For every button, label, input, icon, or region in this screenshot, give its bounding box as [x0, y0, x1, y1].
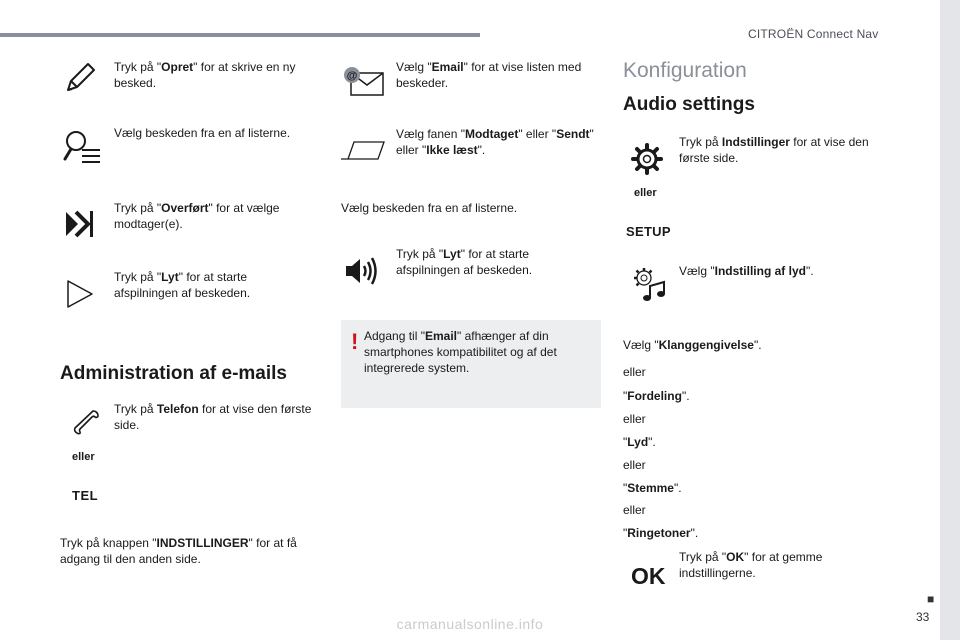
or-label: eller: [72, 451, 95, 463]
play-icon: [64, 278, 96, 310]
page-number: 33: [916, 610, 930, 624]
step-select-tab: Vælg fanen "Modtaget" eller "Sendt" eller "Ikke læst".: [396, 127, 594, 157]
ok-button-label: OK: [631, 563, 666, 589]
or-label-2: eller: [634, 187, 657, 199]
step-choose-message: Vælg beskeden fra en af listerne.: [114, 126, 291, 140]
step-save: Tryk på "OK" for at gemme indstillingerne.: [679, 550, 823, 580]
step-audio-settings: Vælg "Indstilling af lyd".: [679, 264, 814, 278]
or-label-6: eller: [623, 503, 646, 517]
step-phone: Tryk på Telefon for at vise den første side.: [114, 402, 312, 432]
phone-icon: [72, 408, 100, 436]
or-label-5: eller: [623, 458, 646, 472]
side-strip: [940, 0, 960, 640]
email-icon: [341, 63, 385, 99]
forward-icon: [62, 208, 96, 240]
option-voice: "Stemme".: [623, 481, 682, 495]
header-brand: CITROËN Connect Nav: [748, 27, 879, 41]
section-title: Konfiguration: [623, 59, 747, 82]
or-label-3: eller: [623, 365, 646, 379]
option-ringtones: "Ringetoner".: [623, 526, 699, 540]
gear-music-icon: [632, 266, 666, 304]
step-choose-message-2: Vælg beskeden fra en af listerne.: [341, 201, 518, 215]
header-bar: [0, 33, 480, 37]
step-open-settings: Tryk på Indstillinger for at vise den første side.: [679, 135, 869, 165]
or-label-4: eller: [623, 412, 646, 426]
step-settings: Tryk på knappen "INDSTILLINGER" for at få adgang til den anden side.: [60, 536, 297, 566]
search-list-icon: [60, 128, 102, 168]
warning-icon: !: [351, 329, 359, 354]
pencil-icon: [62, 60, 98, 96]
gear-icon: [631, 143, 663, 175]
tel-button-label: TEL: [72, 488, 99, 503]
tab-icon: [340, 140, 386, 160]
step-create-message: Tryk på "Opret" for at skrive en ny besked.: [114, 60, 296, 90]
step-select-email: Vælg "Email" for at vise listen med beskeder.: [396, 60, 582, 90]
option-sound: "Lyd".: [623, 435, 656, 449]
note-text: Adgang til "Email" afhænger af din smartphones kompatibilitet og af det integrerede system.: [364, 329, 557, 375]
step-forward: Tryk på "Overført" for at vælge modtager(e).: [114, 201, 280, 231]
section-heading-email: Administration af e-mails: [60, 363, 287, 384]
speaker-icon: [344, 256, 380, 286]
step-sound-rendering: Vælg "Klanggengivelse".: [623, 338, 762, 352]
watermark: carmanualsonline.info: [396, 616, 544, 632]
section-subtitle: Audio settings: [623, 94, 755, 115]
option-distribution: "Fordeling".: [623, 389, 690, 403]
step-listen-2: Tryk på "Lyt" for at starte afspilningen af beskeden.: [396, 247, 533, 277]
svg-text:@: @: [346, 70, 358, 82]
step-listen: Tryk på "Lyt" for at starte afspilningen af beskeden.: [114, 270, 251, 300]
page-marker: ■: [927, 592, 935, 606]
setup-button-label: SETUP: [626, 224, 671, 239]
